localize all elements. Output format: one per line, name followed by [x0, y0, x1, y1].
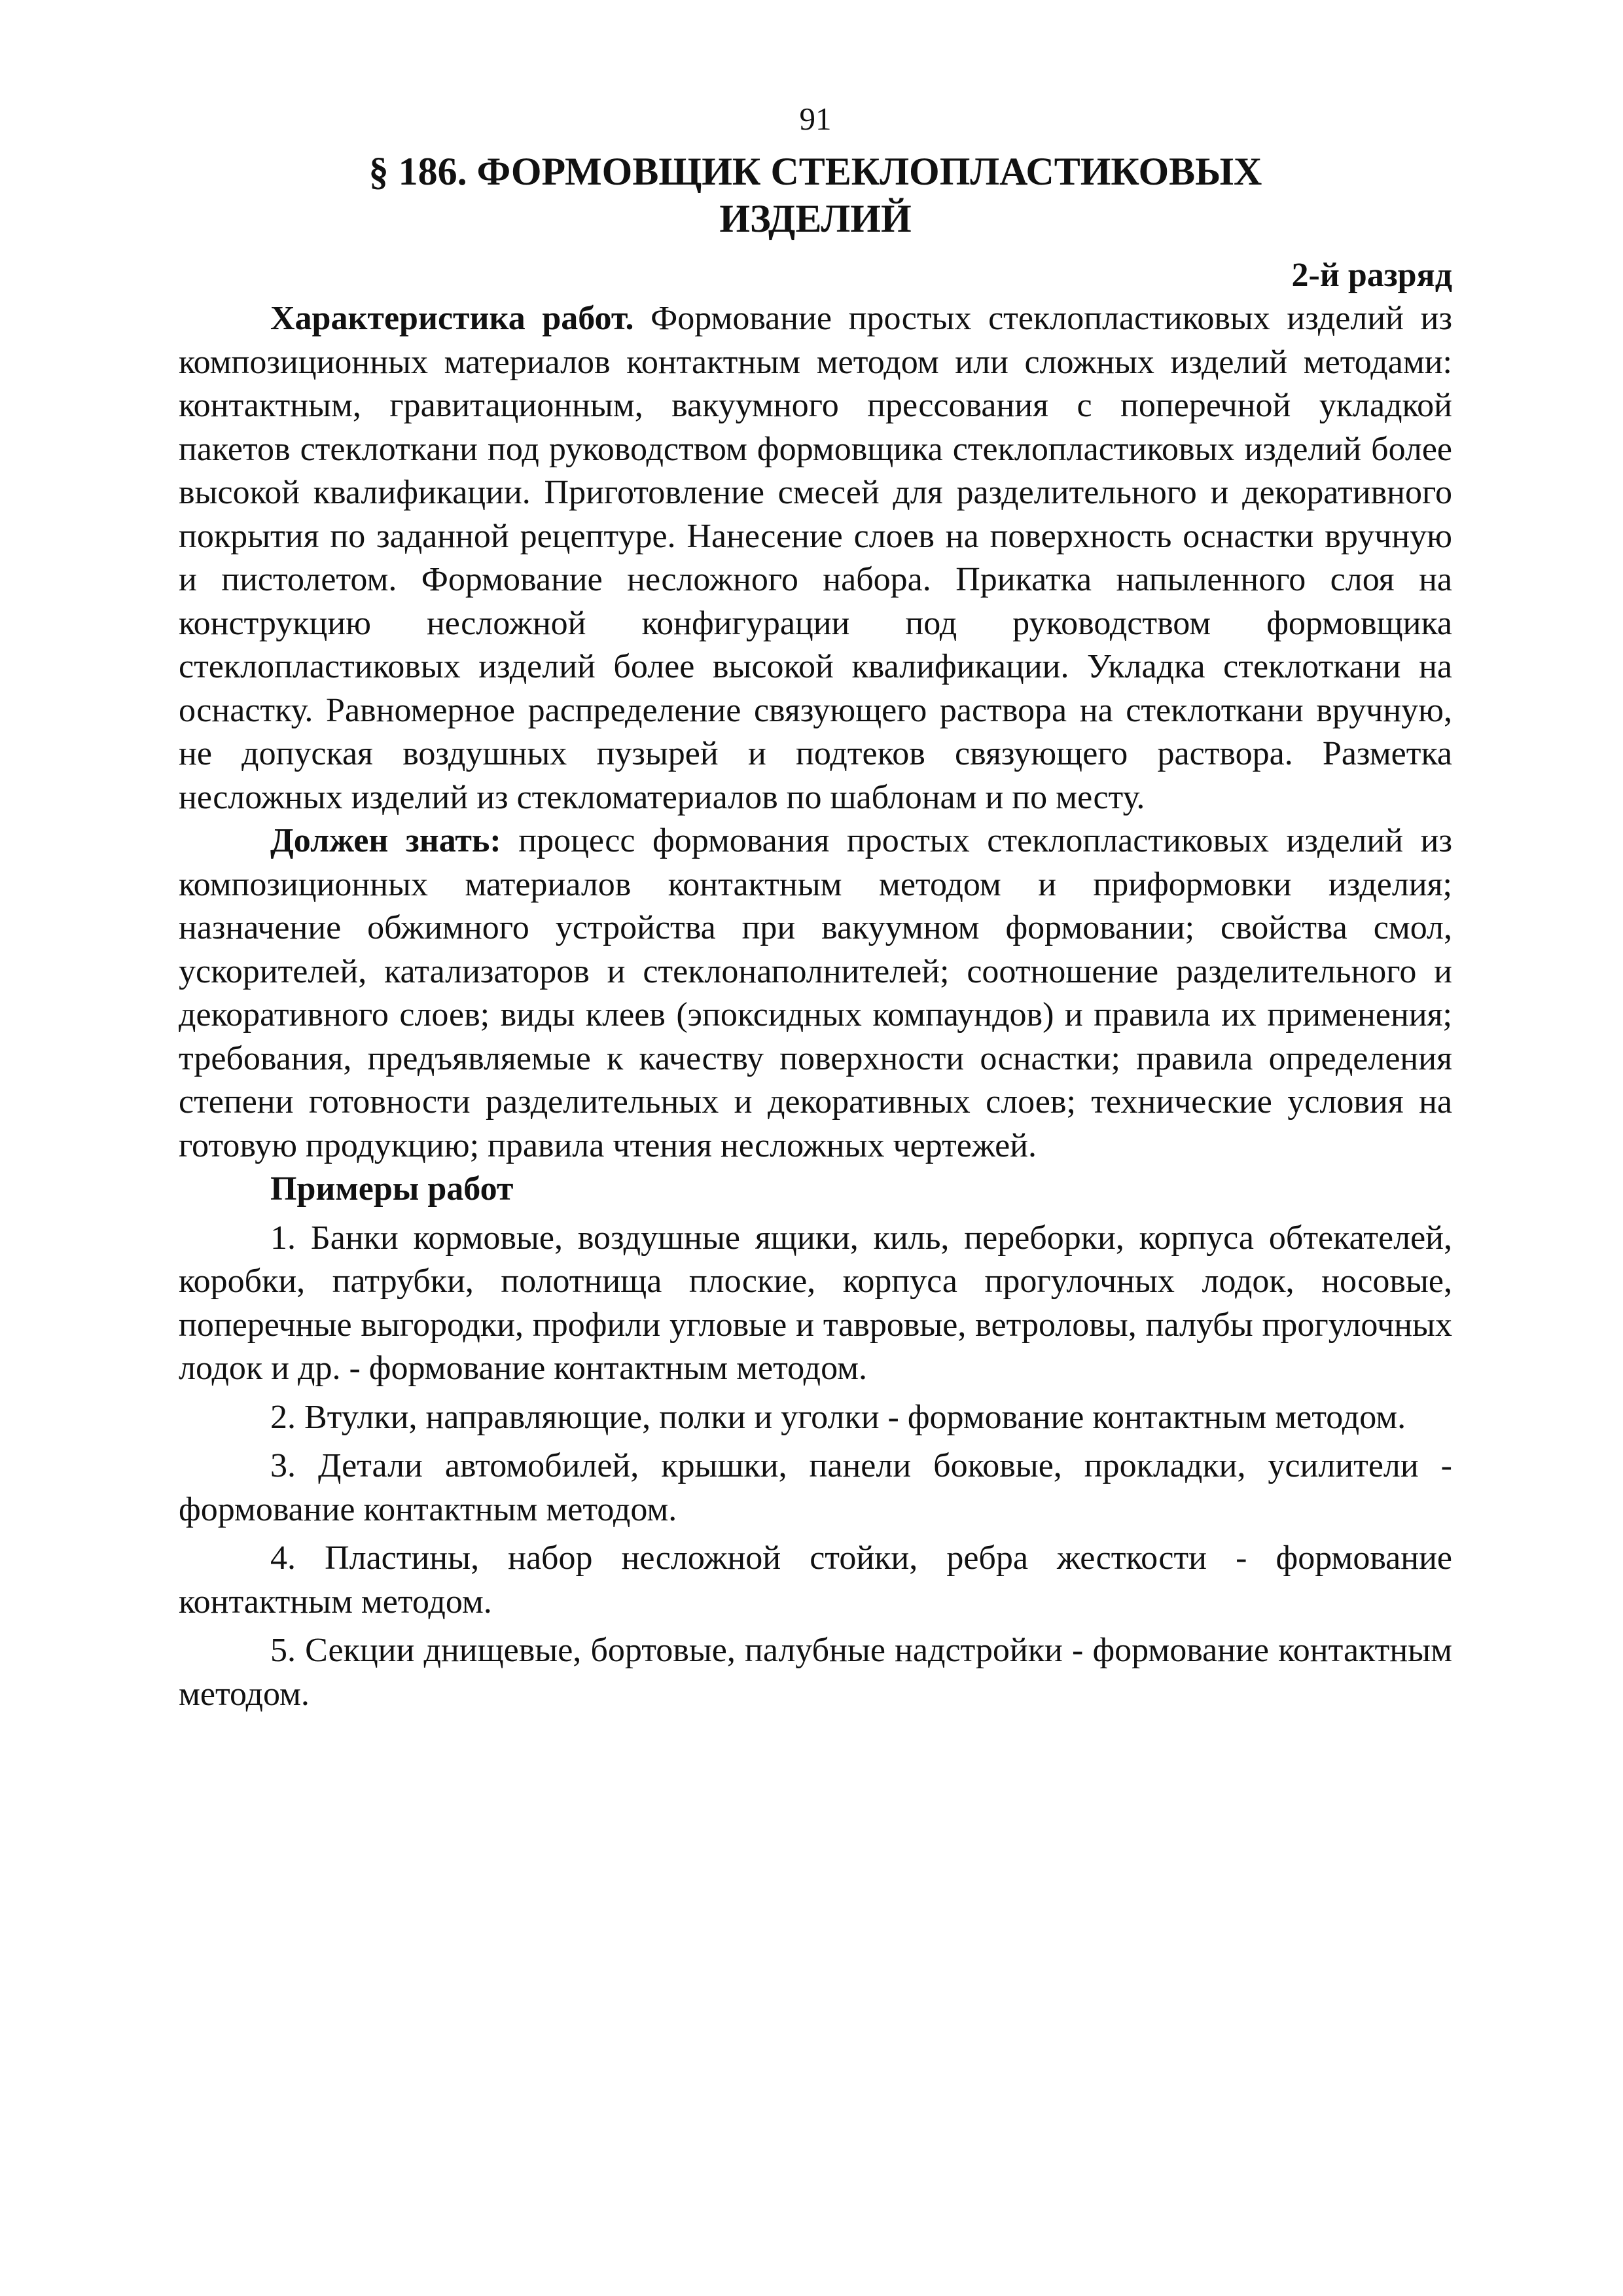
grade-label: 2-й разряд [1291, 257, 1452, 294]
knowledge-lead: Должен знать: [270, 822, 501, 859]
characteristic-paragraph [179, 297, 1452, 819]
example-item-5: 5. Секции днищевые, бортовые, палубные надстройки - формование контактным методом. [179, 1632, 1452, 1713]
characteristic-lead: Характеристика работ. [270, 300, 634, 337]
examples-heading: Примеры работ [270, 1170, 514, 1208]
example-item-4: 4. Пластины, набор несложной стойки, ребра жесткости - формование контактным методом. [179, 1539, 1452, 1621]
section-title-line-2: ИЗДЕЛИЙ [719, 197, 912, 240]
knowledge-text: процесс формования простых стеклопластиковых изделий из композиционных материалов контактным методом и приформовки изделия; назначение обжимного устройства при вакуумном формовании; свойства смол, ускорителей, катализаторов и стеклонаполнителей; соотношение разделительного и декоративного слоев; виды клеев (эпоксидных компаундов) и правила их применения; требования, предъявляемые к качеству поверхности оснастки; правила определения степени готовности разделительных и декоративных слоев; технические условия на готовую продукцию; правила чтения несложных чертежей. [179, 822, 1452, 1164]
page-content [179, 98, 1452, 1716]
characteristic-text: Формование простых стеклопластиковых изделий из композиционных материалов контактным методом или сложных изделий методами: контактным, гравитационным, вакуумного прессования с поперечной укладкой пакетов стеклоткани под руководством формовщика стеклопластиковых изделий более высокой квалификации. Приготовление смесей для разделительного и декоративного покрытия по заданной рецептуре. Нанесение слоев на поверхность оснастки вручную и пистолетом. Формование несложного набора. Прикатка напыленного слоя на конструкцию несложной конфигурации под руководством формовщика стеклопластиковых изделий более высокой квалификации. Укладка стеклоткани на оснастку. Равномерное распределение связующего раствора на стеклоткани вручную, не допуская воздушных пузырей и подтеков связующего раствора. Разметка несложных изделий из стекломатериалов по шаблонам и по месту. [179, 300, 1452, 816]
knowledge-paragraph [179, 819, 1452, 1168]
section-title [179, 148, 1452, 242]
section-title-line-1: § 186. ФОРМОВЩИК СТЕКЛОПЛАСТИКОВЫХ [368, 150, 1262, 193]
page-number: 91 [799, 101, 832, 137]
example-item-3: 3. Детали автомобилей, крышки, панели боковые, прокладки, усилители - формование контактным методом. [179, 1447, 1452, 1528]
example-item-2: 2. Втулки, направляющие, полки и уголки - формование контактным методом. [270, 1398, 1406, 1436]
example-item-1: 1. Банки кормовые, воздушные ящики, киль, переборки, корпуса обтекателей, коробки, патрубки, полотнища плоские, корпуса прогулочных лодок, носовые, поперечные выгородки, профили угловые и тавровые, ветроловы, палубы прогулочных лодок и др. - формование контактным методом. [179, 1219, 1452, 1387]
